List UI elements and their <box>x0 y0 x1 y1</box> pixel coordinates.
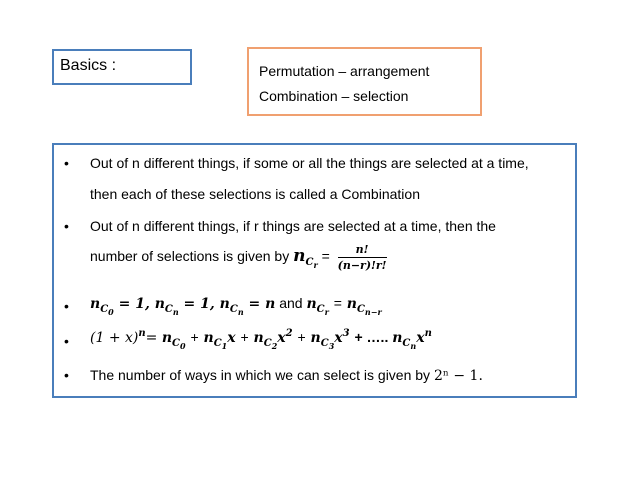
basics-box <box>52 49 192 85</box>
bullet-2-text-2: number of selections is given by <box>90 248 290 265</box>
bullet-5-text: The number of ways in which we can select is given by <box>90 367 431 383</box>
bullet-5-line <box>90 367 483 384</box>
bullet-marker: • <box>64 218 69 234</box>
bullet-1-text-2: then each of these selections is called a Combination <box>90 186 420 202</box>
bullet-1-line-2 <box>90 186 420 202</box>
definitions-box <box>247 47 482 116</box>
binomial-lhs: $(1 + x)^n=$ <box>90 328 162 346</box>
identity-nc0: $n_{C_0} = 1$, $n_{C_n} = 1$, $n_{C_n} = n$ <box>90 296 276 317</box>
bullet-1-line-1 <box>90 155 563 171</box>
identity-symmetry: $n_{C_r} = n_{C_{n-r}}$ <box>306 295 382 317</box>
and-text: and <box>279 295 303 311</box>
bullet-1-text-1: Out of n different things, if some or all the things are selected at a time, <box>90 155 529 171</box>
bullet-marker: • <box>64 155 69 171</box>
basics-label: Basics : <box>60 57 117 74</box>
definition-combination: Combination – selection <box>259 88 409 104</box>
binomial-rhs: $n_{C_0} + n_{C_1}x + n_{C_2}x^2 + n_{C_3}x^3$ + ….. $n_{C_n}x^n$ <box>161 328 432 351</box>
fraction-denominator: (n−r)!r! <box>337 259 387 272</box>
bullet-2-line-1 <box>90 218 496 234</box>
content-box <box>52 143 577 398</box>
bullet-marker: • <box>64 367 69 383</box>
bullet-2-line-2 <box>90 243 387 272</box>
bullet-4-line <box>90 328 432 351</box>
ncr-formula: $n_{C_r}$ <box>293 246 318 271</box>
bullet-5-formula: 2ⁿ − 1. <box>433 368 483 384</box>
bullet-2-text-1: Out of n different things, if r things are selected at a time, then the <box>90 218 496 234</box>
definition-permutation: Permutation – arrangement <box>259 63 430 79</box>
ncr-fraction <box>338 243 387 272</box>
bullet-3-line <box>90 295 382 317</box>
equals-sign: = <box>321 248 334 265</box>
bullet-marker: • <box>64 333 69 349</box>
bullet-marker: • <box>64 298 69 314</box>
fraction-numerator: n! <box>338 243 387 258</box>
